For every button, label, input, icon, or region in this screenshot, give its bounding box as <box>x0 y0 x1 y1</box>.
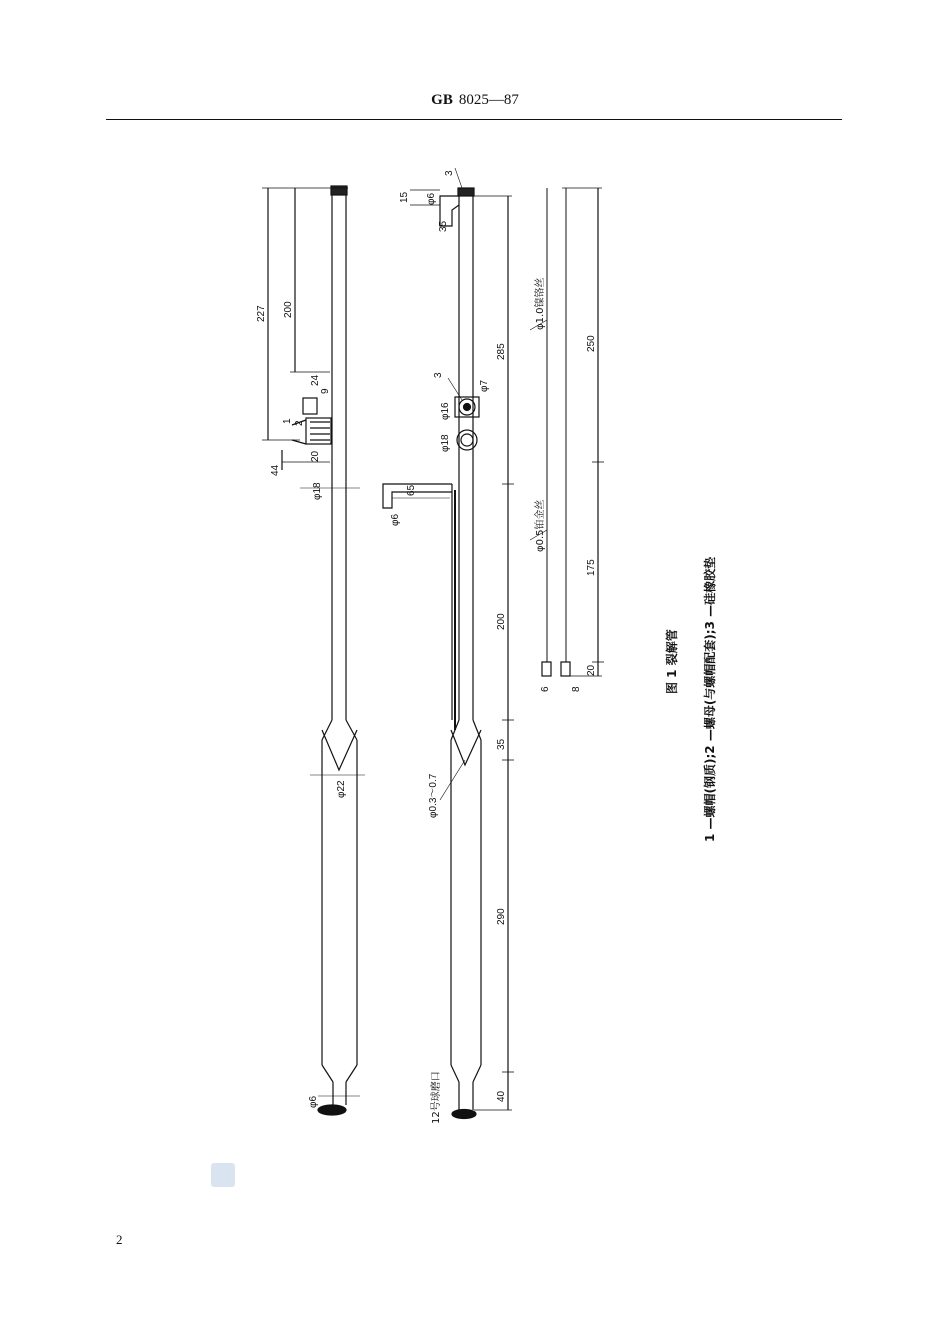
dim-phi6-b: φ6 <box>426 192 437 205</box>
tube1-nut <box>303 398 317 414</box>
dim-20-a: 20 <box>310 450 321 462</box>
figure-legend: 1 —螺帽(钢质);2 —螺母(与螺帽配套);3 —硅橡胶垫 <box>703 556 717 842</box>
dim-phi18-b: φ18 <box>440 434 451 452</box>
dim-227: 227 <box>256 305 267 322</box>
dim-200-a: 200 <box>283 301 294 318</box>
platinum-wire-label: φ0.5铂金丝 <box>535 499 546 552</box>
wire2-end <box>561 662 570 676</box>
dim-phi16: φ16 <box>440 402 451 420</box>
callout-1: 1 <box>282 418 293 424</box>
dim-phi18-a: φ18 <box>312 482 323 500</box>
dim-9: 9 <box>320 388 331 394</box>
dim-250: 250 <box>586 335 597 352</box>
dim-20-b: 20 <box>586 664 597 676</box>
dim-40: 40 <box>496 1090 507 1102</box>
ball-joint-label: 12号球磨口 <box>431 1071 442 1124</box>
dim-290: 290 <box>496 908 507 925</box>
tube-1 <box>262 186 365 1115</box>
dim-285: 285 <box>496 343 507 360</box>
dim-44: 44 <box>270 464 281 476</box>
tube1-bottom-joint <box>318 1105 346 1115</box>
dim-phi22: φ22 <box>336 780 347 798</box>
tube2-ball-joint <box>452 1110 476 1119</box>
dim-phi7: φ7 <box>479 379 490 392</box>
watermark-icon <box>211 1163 235 1187</box>
dim-8: 8 <box>571 686 582 692</box>
tube1-top-cap <box>331 186 347 195</box>
figure-caption: 图 1 裂解管 <box>665 629 679 694</box>
dim-phi6-c: φ6 <box>390 513 401 526</box>
nichrome-wire-label: φ1.0镍铬丝 <box>535 277 546 330</box>
tube-2 <box>383 168 514 1119</box>
dim-65: 65 <box>406 484 417 496</box>
dim-6: 6 <box>540 686 551 692</box>
dim-35-a: 35 <box>438 220 449 232</box>
tube2-top-pad <box>458 188 474 196</box>
standard-prefix: GB <box>431 92 453 108</box>
standard-number: 8025—87 <box>458 92 519 108</box>
page-number: 2 <box>116 1232 123 1247</box>
dim-175: 175 <box>586 559 597 576</box>
callout-3-a: 3 <box>444 170 455 176</box>
wires <box>530 188 604 676</box>
callout-3-b: 3 <box>433 372 444 378</box>
dim-200-b: 200 <box>496 613 507 630</box>
dim-24: 24 <box>310 374 321 386</box>
dim-35-b: 35 <box>496 738 507 750</box>
dim-phi6-a: φ6 <box>308 1095 319 1108</box>
callout-2: 2 <box>294 420 305 426</box>
tube2-port-phi18 <box>457 430 477 450</box>
wire1-end <box>542 662 551 676</box>
dim-15: 15 <box>399 191 410 203</box>
dim-phi0.3-0.7: φ0.3～0.7 <box>428 773 439 818</box>
